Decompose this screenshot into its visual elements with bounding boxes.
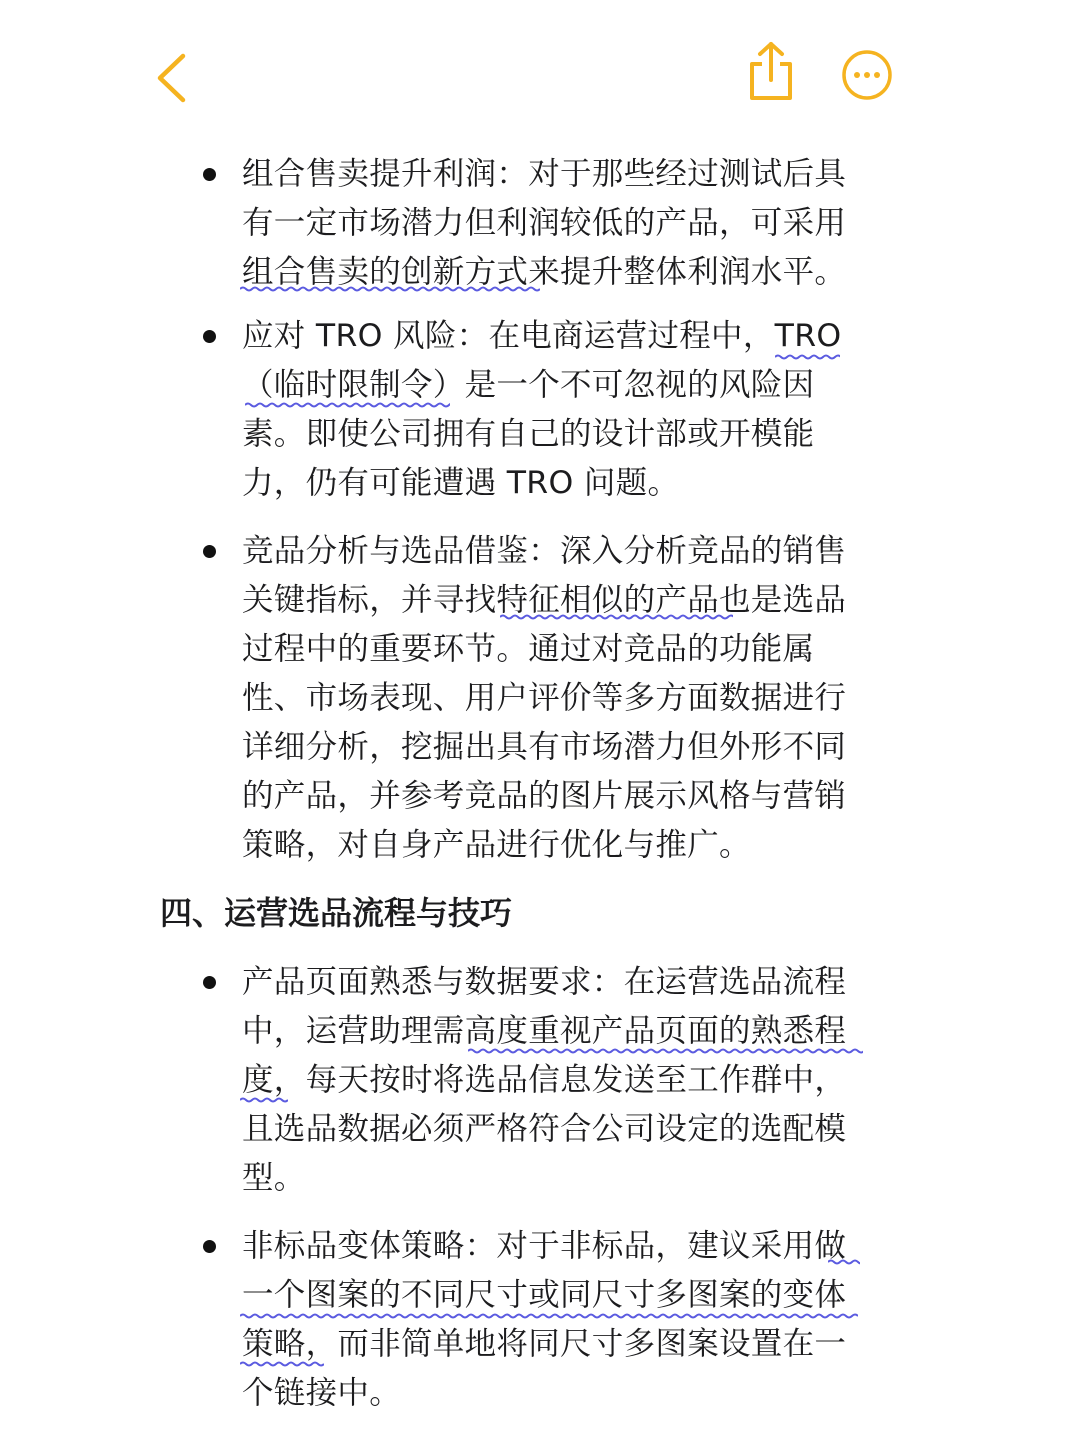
- bullet-text-line: 性、市场表现、用户评价等多方面数据进行: [242, 680, 847, 716]
- spellcheck-underline: [775, 354, 840, 360]
- bullet-text-line: 过程中的重要环节。通过对竞品的功能属: [242, 631, 815, 667]
- spellcheck-underline: [240, 286, 540, 292]
- spellcheck-underline: [240, 1097, 288, 1103]
- bullet-text-line: 个链接中。: [242, 1375, 402, 1411]
- bullet-text-line: 型。: [242, 1160, 306, 1196]
- bullet-text-line: （临时限制令）是一个不可忽视的风险因: [242, 367, 815, 403]
- spellcheck-underline: [245, 402, 450, 408]
- back-chevron-icon[interactable]: [148, 50, 198, 106]
- bullet-text-line: 组合售卖的创新方式来提升整体利润水平。: [242, 254, 847, 290]
- bullet-text-line: 中，运营助理需高度重视产品页面的熟悉程: [242, 1013, 847, 1049]
- bullet-dot: [203, 168, 216, 181]
- bullet-text-line: 一个图案的不同尺寸或同尺寸多图案的变体: [242, 1277, 847, 1313]
- section-heading: 四、运营选品流程与技巧: [160, 894, 513, 932]
- bullet-dot: [203, 330, 216, 343]
- bullet-text-line: 非标品变体策略：对于非标品，建议采用做: [242, 1228, 847, 1264]
- bullet-text-line: 且选品数据必须严格符合公司设定的选配模: [242, 1111, 847, 1147]
- bullet-text-line: 竞品分析与选品借鉴：深入分析竞品的销售: [242, 533, 847, 569]
- spellcheck-underline: [240, 1313, 858, 1319]
- bullet-text-line: 度，每天按时将选品信息发送至工作群中，: [242, 1062, 847, 1098]
- bullet-text-line: 组合售卖提升利润：对于那些经过测试后具: [242, 156, 847, 192]
- spellcheck-underline: [240, 1361, 324, 1367]
- bullet-text-line: 的产品，并参考竞品的图片展示风格与营销: [242, 778, 847, 814]
- bullet-text-line: 策略，对自身产品进行优化与推广。: [242, 827, 751, 863]
- bullet-text-line: 策略，而非简单地将同尺寸多图案设置在一: [242, 1326, 847, 1362]
- spellcheck-underline: [500, 614, 733, 620]
- bullet-text-line: 力，仍有可能遭遇 TRO 问题。: [242, 465, 680, 501]
- bullet-dot: [203, 1240, 216, 1253]
- bullet-text-line: 详细分析，挖掘出具有市场潜力但外形不同: [242, 729, 847, 765]
- spellcheck-underline: [828, 1259, 860, 1265]
- note-toolbar: [0, 0, 1080, 140]
- bullet-text-line: 素。即使公司拥有自己的设计部或开模能: [242, 416, 815, 452]
- more-options-icon[interactable]: [840, 48, 894, 102]
- bullet-text-line: 关键指标，并寻找特征相似的产品也是选品: [242, 582, 847, 618]
- bullet-dot: [203, 976, 216, 989]
- bullet-text-line: 应对 TRO 风险：在电商运营过程中，TRO: [242, 318, 842, 354]
- spellcheck-underline: [468, 1048, 863, 1054]
- bullet-text-line: 产品页面熟悉与数据要求：在运营选品流程: [242, 964, 847, 1000]
- bullet-dot: [203, 545, 216, 558]
- bullet-text-line: 有一定市场潜力但利润较低的产品，可采用: [242, 205, 847, 241]
- share-icon[interactable]: [745, 40, 797, 102]
